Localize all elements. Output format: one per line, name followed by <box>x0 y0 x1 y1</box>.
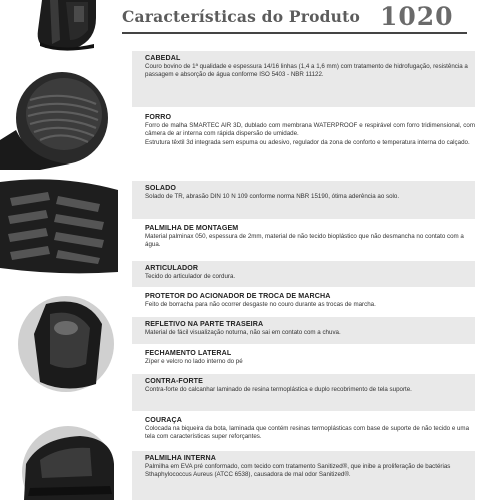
feature-refletivo <box>132 317 475 344</box>
feature-text: Tecido do articulador de cordura. <box>145 273 236 280</box>
feature-text: Contra-forte do calcanhar laminado de resina termoplástica e duplo recobrimento de tela suporte. <box>145 386 412 393</box>
feature-solado <box>132 181 475 219</box>
feature-title: PALMILHA INTERNA <box>145 454 216 462</box>
feature-title: ARTICULADOR <box>145 264 199 272</box>
feature-text: Feito de borracha para não ocorrer desgaste no couro durante as trocas de marcha. <box>145 301 376 308</box>
feature-text: Material de fácil visualização noturna, não sai em contato com a chuva. <box>145 329 341 336</box>
feature-protetor <box>132 289 475 315</box>
product-code: 1020 <box>380 2 454 31</box>
feature-title: SOLADO <box>145 184 176 192</box>
page-title: Características do Produto <box>122 7 361 26</box>
feature-title: CONTRA-FORTE <box>145 377 203 385</box>
gear-protector-photo <box>16 294 116 394</box>
feature-text: Forro de malha SMARTEC AIR 3D, dublado com membrana WATERPROOF e respirável com forro tridimensional, com câmera de ar interna com rápida dispersão de umidade. <box>145 122 475 138</box>
feature-articulador <box>132 261 475 287</box>
feature-text: Couro bovino de 1ª qualidade e espessura 14/16 linhas (1,4 a 1,6 mm) com tratamento de hidrofugação, resistência a passagem e absorção de água conforme ISO 5403 - NBR 11122. <box>145 63 468 79</box>
feature-cabedal <box>132 51 475 107</box>
feature-title: FECHAMENTO LATERAL <box>145 349 232 357</box>
feature-palmilha-interna <box>132 451 475 500</box>
feature-contra-forte <box>132 374 475 411</box>
header-divider <box>122 32 467 34</box>
feature-text: Material palminax 050, espessura de 2mm, material de não tecido bioplástico que não desmancha no contato com a água. <box>145 233 464 249</box>
feature-title: REFLETIVO NA PARTE TRASEIRA <box>145 320 264 328</box>
feature-title: COURAÇA <box>145 416 182 424</box>
feature-title: CABEDAL <box>145 54 181 62</box>
feature-couraca <box>132 413 475 449</box>
feature-palmilha-montagem <box>132 221 475 259</box>
feature-text: Zíper e velcro no lado interno do pé <box>145 358 243 365</box>
feature-fechamento <box>132 346 475 372</box>
feature-text-2: Estrutura têxtil 3d integrada sem espuma ou adesivo, regulador da zona de conforto e temperatura interna do calçado. <box>145 138 470 146</box>
boot-top-photo <box>0 0 110 52</box>
feature-title: PALMILHA DE MONTAGEM <box>145 224 239 232</box>
feature-text: Colocada na biqueira da bota, laminada que contém resinas termoplásticas com base de suporte de não tecido e uma tela com características super reforçantes. <box>145 425 470 441</box>
liner-photo <box>0 70 110 170</box>
feature-text: Palmilha em EVA pré conformado, com tecido com tratamento Sanitized®, que inibe a proliferação de bactérias Sthaphylococcus Aureus (ATCC 6538), causadora de mal odor Sanitized®. <box>145 463 451 479</box>
feature-text: Solado de TR, abrasão DIN 10 N 109 conforme norma NBR 15190, ótima aderência ao solo. <box>145 193 400 200</box>
feature-title: FORRO <box>145 113 172 121</box>
feature-title: PROTETOR DO ACIONADOR DE TROCA DE MARCHA <box>145 292 331 300</box>
feature-forro <box>132 110 475 176</box>
sole-photo <box>0 176 118 276</box>
toe-cap-photo <box>20 424 116 500</box>
